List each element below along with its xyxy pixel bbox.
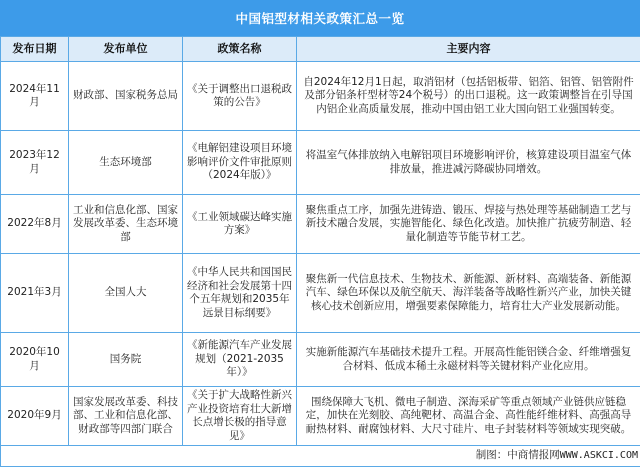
cell-policy: 《关于调整出口退税政策的公告》 [183,62,297,131]
cell-issuer: 全国人大 [69,254,183,333]
cell-issuer: 工业和信息化部、国家发展改革委、生态环境部 [69,195,183,254]
cell-content: 实施新能源汽车基础技术提升工程。开展高性能铝镁合金、纤维增强复合材料、低成本稀土永磁材料等关键材料产业化应用。 [297,333,640,387]
cell-content: 围绕保障大飞机、微电子制造、深海采矿等重点领域产业链供应链稳定，加快在光刻胶、高纯靶材、高温合金、高性能纤维材料、高强高导耐热材料、耐腐蚀材料、大尺寸硅片、电子封装材料等领域实现突破。 [297,387,640,446]
source-label: 制图：中商情报网 [475,449,560,462]
cell-issuer: 国家发展改革委、科技部、工业和信息化部、财政部等四部门联合 [69,387,183,446]
cell-date: 2022年8月 [1,195,69,254]
cell-date: 2020年9月 [1,387,69,446]
table-row [1,195,640,254]
column-header-content: 主要内容 [297,37,640,62]
header-row [1,37,640,62]
table-row [1,62,640,131]
source-site: WWW.ASKCI.COM [559,450,638,462]
cell-policy: 《关于扩大战略性新兴产业投资培育壮大新增长点增长极的指导意见》 [183,387,297,446]
cell-content: 聚焦重点工序，加强先进铸造、锻压、焊接与热处理等基础制造工艺与新技术融合发展，实施智能化、绿色化改造。加快推广抗疲劳制造、轻量化制造等节能节材工艺。 [297,195,640,254]
policy-table [0,36,640,467]
source-credit [1,446,640,467]
cell-content: 自2024年12月1日起，取消铝材（包括铝板带、铝箔、铝管、铝管附件及部分铝条杆型材等24个税号）的出口退税。这一政策调整旨在引导国内铝企业高质量发展，推动中国由铝工业大国向铝工业强国转变。 [297,62,640,131]
cell-issuer: 生态环境部 [69,131,183,195]
table-row [1,254,640,333]
cell-date: 2021年3月 [1,254,69,333]
cell-issuer: 财政部、国家税务总局 [69,62,183,131]
cell-policy: 《新能源汽车产业发展规划（2021-2035年）》 [183,333,297,387]
cell-policy: 《工业领域碳达峰实施方案》 [183,195,297,254]
column-header-policy: 政策名称 [183,37,297,62]
footer-row [1,446,640,467]
cell-policy: 《中华人民共和国国民经济和社会发展第十四个五年规划和2035年远景目标纲要》 [183,254,297,333]
cell-date: 2020年10月 [1,333,69,387]
cell-issuer: 国务院 [69,333,183,387]
cell-content: 将温室气体排放纳入电解铝项目环境影响评价，核算建设项目温室气体排放量，推进减污降碳协同增效。 [297,131,640,195]
cell-date: 2024年11月 [1,62,69,131]
cell-date: 2023年12月 [1,131,69,195]
column-header-issuer: 发布单位 [69,37,183,62]
table-title: 中国铝型材相关政策汇总一览 [0,0,640,36]
table-row [1,333,640,387]
table-row [1,131,640,195]
cell-policy: 《电解铝建设项目环境影响评价文件审批原则（2024年版）》 [183,131,297,195]
cell-content: 聚焦新一代信息技术、生物技术、新能源、新材料、高端装备、新能源汽车、绿色环保以及航空航天、海洋装备等战略性新兴产业，加快关键核心技术创新应用，增强要素保障能力，培育壮大产业发展新动能。 [297,254,640,333]
table-row [1,387,640,446]
column-header-date: 发布日期 [1,37,69,62]
